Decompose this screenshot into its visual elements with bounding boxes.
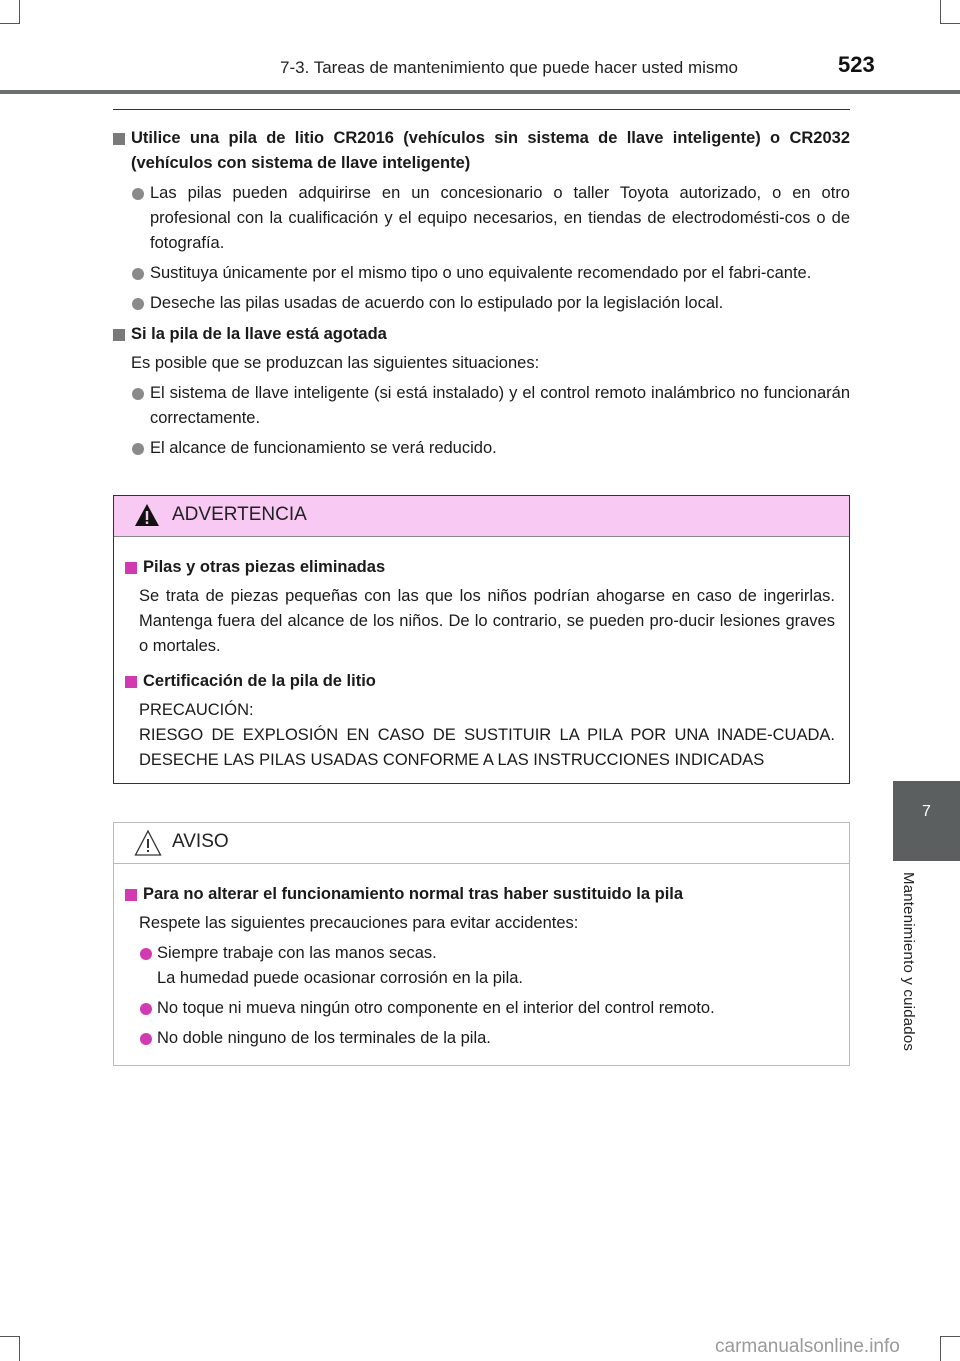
header-rule	[0, 90, 960, 94]
list-item-text: Las pilas pueden adquirirse en un concesionario o taller Toyota autorizado, o en otro profesional con la cualificación y el equipo necesarios, en tiendas de electrodomésti-cos o de fotografía.	[150, 184, 850, 252]
circle-bullet-icon	[140, 1033, 152, 1045]
list-item	[125, 996, 835, 1021]
circle-bullet-icon	[140, 948, 152, 960]
section-title: 7-3. Tareas de mantenimiento que puede hacer usted mismo	[280, 58, 739, 77]
main-content	[113, 120, 850, 461]
warning-box	[113, 495, 850, 784]
list-item	[113, 381, 850, 431]
notice-title: AVISO	[172, 831, 229, 852]
paragraph: Es posible que se produzcan las siguientes situaciones:	[131, 354, 540, 372]
circle-bullet-icon	[132, 388, 144, 400]
list-item	[113, 291, 850, 316]
crop-mark	[940, 0, 941, 24]
list-item	[113, 181, 850, 256]
heading-text: Si la pila de la llave está agotada	[131, 325, 387, 343]
crop-mark	[940, 1336, 960, 1337]
crop-mark	[19, 1336, 20, 1361]
warning-heading	[125, 669, 835, 694]
square-bullet-icon	[125, 889, 137, 901]
notice-box-header	[114, 823, 849, 864]
circle-bullet-icon	[132, 443, 144, 455]
list-item-text: No doble ninguno de los terminales de la pila.	[157, 1029, 491, 1047]
notice-heading	[125, 882, 835, 907]
list-item-text: El alcance de funcionamiento se verá reducido.	[150, 439, 497, 457]
section-heading	[113, 322, 850, 347]
list-item-text: Sustituya únicamente por el mismo tipo o uno equivalente recomendado por el fabri-cante.	[150, 264, 812, 282]
circle-bullet-icon	[132, 298, 144, 310]
crop-mark	[19, 0, 20, 24]
square-bullet-icon	[125, 562, 137, 574]
notice-box-body	[114, 864, 849, 1065]
list-item-text: El sistema de llave inteligente (si está instalado) y el control remoto inalámbrico no funcionarán correctamente.	[150, 384, 850, 427]
warning-triangle-icon	[134, 502, 160, 528]
square-bullet-icon	[125, 676, 137, 688]
list-item	[113, 436, 850, 461]
crop-mark	[0, 1336, 20, 1337]
warning-box-body	[114, 537, 849, 783]
crop-mark	[940, 23, 960, 24]
content-top-rule	[113, 109, 850, 110]
watermark: carmanualsonline.info	[715, 1336, 900, 1357]
list-item-text: Siempre trabaje con las manos secas.	[157, 944, 437, 962]
square-bullet-icon	[113, 133, 125, 145]
list-item-text: Deseche las pilas usadas de acuerdo con lo estipulado por la legislación local.	[150, 294, 724, 312]
list-item	[113, 261, 850, 286]
list-item-text: La humedad puede ocasionar corrosión en la pila.	[157, 969, 523, 987]
paragraph: RIESGO DE EXPLOSIÓN EN CASO DE SUSTITUIR LA PILA POR UNA INADE-CUADA. DESECHE LAS PILAS USADAS CONFORME A LAS INSTRUCCIONES INDICADAS	[139, 726, 835, 769]
paragraph: Respete las siguientes precauciones para evitar accidentes:	[139, 914, 579, 932]
circle-bullet-icon	[132, 188, 144, 200]
crop-mark	[940, 1336, 941, 1361]
chapter-tab	[893, 781, 960, 861]
circle-bullet-icon	[140, 1003, 152, 1015]
crop-mark	[0, 23, 20, 24]
list-item	[125, 941, 835, 991]
paragraph: Se trata de piezas pequeñas con las que los niños podrían ahogarse en caso de ingerirlas. Mantenga fuera del alcance de los niños. De lo contrario, se pueden pro-ducir lesiones graves o mortales.	[139, 587, 835, 655]
heading-text: Para no alterar el funcionamiento normal tras haber sustituido la pila	[143, 885, 684, 903]
caution-triangle-icon	[134, 829, 162, 857]
list-item	[125, 1026, 835, 1051]
heading-text: Certificación de la pila de litio	[143, 672, 376, 690]
square-bullet-icon	[113, 329, 125, 341]
list-item-text: No toque ni mueva ningún otro componente en el interior del control remoto.	[157, 999, 715, 1017]
section-heading	[113, 126, 850, 176]
circle-bullet-icon	[132, 268, 144, 280]
warning-title: ADVERTENCIA	[172, 504, 307, 525]
warning-heading	[125, 555, 835, 580]
chapter-number: 7	[922, 803, 931, 820]
heading-text: Utilice una pila de litio CR2016 (vehículos sin sistema de llave inteligente) o CR2032 (vehículos con sistema de llave inteligente)	[131, 129, 850, 172]
paragraph: PRECAUCIÓN:	[139, 701, 254, 719]
chapter-label: Mantenimiento y cuidados	[900, 872, 917, 1052]
heading-text: Pilas y otras piezas eliminadas	[143, 558, 386, 576]
warning-box-header	[114, 496, 849, 537]
page-number: 523	[838, 52, 875, 77]
notice-box	[113, 822, 850, 1066]
